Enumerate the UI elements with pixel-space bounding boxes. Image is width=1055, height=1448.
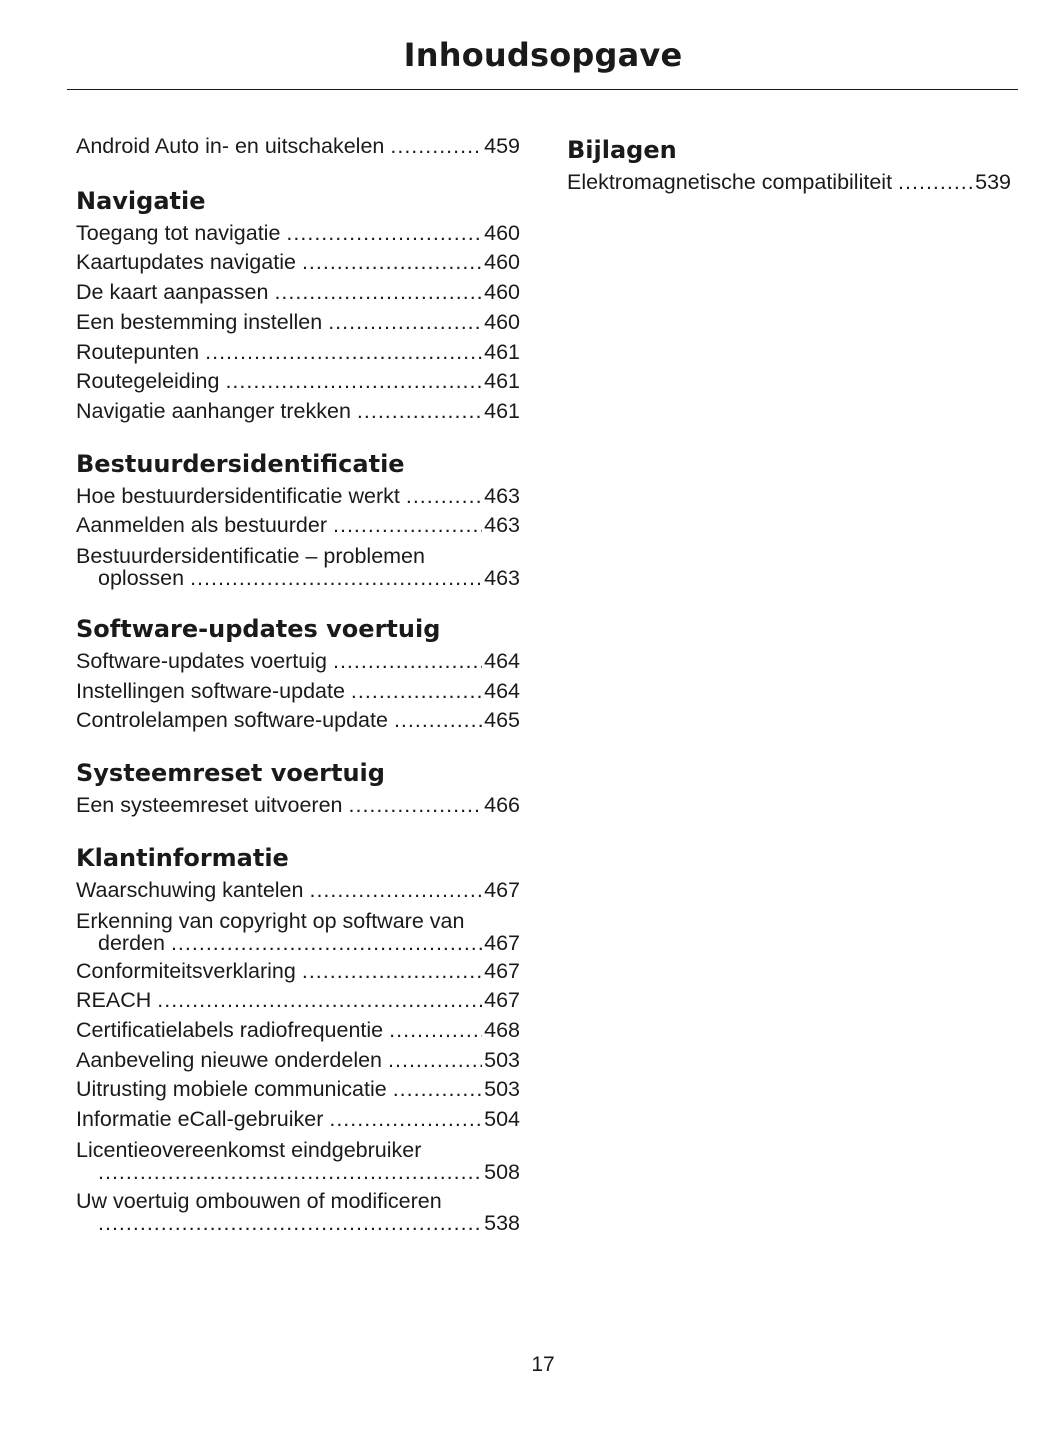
toc-entry[interactable] bbox=[76, 1186, 520, 1237]
toc-entry[interactable] bbox=[76, 1075, 520, 1105]
toc-entry-page: 503 bbox=[484, 1077, 520, 1102]
toc-entry-label: Waarschuwing kantelen bbox=[76, 877, 304, 902]
toc-entry[interactable] bbox=[76, 397, 520, 427]
toc-entry[interactable] bbox=[76, 677, 520, 707]
toc-entry-page: 538 bbox=[484, 1210, 520, 1235]
toc-entry-page: 459 bbox=[484, 134, 520, 158]
toc-entry-label: Conformiteitsverklaring bbox=[76, 958, 296, 983]
toc-entry-label: Elektromagnetische compatibiliteit bbox=[567, 170, 893, 194]
toc-entry-label: Uw voertuig ombouwen of modificeren bbox=[76, 1188, 442, 1213]
toc-entry[interactable] bbox=[567, 168, 1011, 198]
toc-entry-page: 463 bbox=[484, 566, 520, 591]
toc-entry[interactable] bbox=[76, 367, 520, 397]
toc-entry-page: 460 bbox=[484, 280, 520, 305]
toc-entry[interactable] bbox=[76, 791, 520, 821]
dot-leader bbox=[302, 248, 482, 278]
dot-leader bbox=[393, 1075, 482, 1105]
toc-entry-label: Informatie eCall-gebruiker bbox=[76, 1107, 324, 1132]
dot-leader bbox=[349, 791, 483, 821]
toc-entry[interactable] bbox=[76, 219, 520, 249]
toc-entry[interactable] bbox=[76, 511, 520, 541]
toc-entry-page: 503 bbox=[484, 1047, 520, 1072]
toc-entry-page: 461 bbox=[484, 339, 520, 364]
dot-leader bbox=[302, 957, 482, 987]
toc-entry-label: Een bestemming instellen bbox=[76, 309, 323, 334]
dot-leader bbox=[329, 1105, 482, 1135]
toc-entry-page: 467 bbox=[484, 877, 520, 902]
toc-entry[interactable] bbox=[76, 986, 520, 1016]
toc-entry[interactable] bbox=[76, 1135, 520, 1186]
section-heading: Bijlagen bbox=[567, 136, 677, 164]
toc-entry-label: Erkenning van copyright op software van bbox=[76, 908, 465, 933]
toc-entry-label: Certificatielabels radiofrequentie bbox=[76, 1017, 384, 1042]
toc-entry-page: 504 bbox=[484, 1107, 520, 1132]
page-number: 17 bbox=[531, 1353, 555, 1376]
toc-entry-label-continued: derden bbox=[98, 930, 165, 955]
dot-leader bbox=[898, 168, 973, 198]
toc-entry[interactable] bbox=[76, 541, 520, 592]
toc-entry-label: Navigatie aanhanger trekken bbox=[76, 398, 351, 423]
toc-entry[interactable] bbox=[76, 132, 520, 162]
toc-entry-label: Kaartupdates navigatie bbox=[76, 250, 296, 275]
toc-entry-page: 508 bbox=[484, 1159, 520, 1184]
toc-entry-page: 460 bbox=[484, 220, 520, 245]
toc-entry[interactable] bbox=[76, 957, 520, 987]
toc-entry[interactable] bbox=[76, 876, 520, 906]
toc-entry-label: Bestuurdersidentificatie – problemen bbox=[76, 544, 425, 569]
toc-section bbox=[76, 755, 520, 821]
dot-leader bbox=[351, 677, 482, 707]
toc-section bbox=[76, 446, 520, 592]
toc-entry-page: 467 bbox=[484, 930, 520, 955]
toc-right-column bbox=[567, 132, 1011, 217]
toc-entry-label: De kaart aanpassen bbox=[76, 280, 269, 305]
toc-entry-label: Toegang tot navigatie bbox=[76, 220, 281, 245]
toc-entry-page: 464 bbox=[484, 678, 520, 703]
toc-entry[interactable] bbox=[76, 647, 520, 677]
dot-leader bbox=[190, 567, 482, 589]
toc-entry-page: 468 bbox=[484, 1017, 520, 1042]
toc-entry[interactable] bbox=[76, 248, 520, 278]
toc-entry[interactable] bbox=[76, 1046, 520, 1076]
toc-entry-page: 467 bbox=[484, 988, 520, 1013]
section-heading: Systeemreset voertuig bbox=[76, 759, 385, 788]
dot-leader bbox=[357, 397, 482, 427]
toc-entry[interactable] bbox=[76, 1105, 520, 1135]
toc-entry-label: Software-updates voertuig bbox=[76, 649, 327, 674]
dot-leader bbox=[388, 1046, 482, 1076]
toc-entry-label: REACH bbox=[76, 988, 152, 1013]
dot-leader bbox=[171, 932, 482, 954]
toc-entry-label: Instellingen software-update bbox=[76, 678, 345, 703]
section-heading: Bestuurdersidentificatie bbox=[76, 449, 405, 478]
toc-entry-page: 464 bbox=[484, 649, 520, 674]
dot-leader bbox=[205, 338, 482, 368]
toc-entry-label: Aanbeveling nieuwe onderdelen bbox=[76, 1047, 383, 1072]
toc-left-column bbox=[76, 132, 520, 1256]
toc-entry-label-continued: oplossen bbox=[98, 566, 185, 591]
dot-leader bbox=[98, 1212, 482, 1234]
dot-leader bbox=[406, 482, 482, 512]
toc-section bbox=[76, 840, 520, 1237]
toc-entry-page: 466 bbox=[484, 793, 520, 818]
title-divider bbox=[67, 89, 1018, 90]
toc-entry-label: Uitrusting mobiele communicatie bbox=[76, 1077, 387, 1102]
toc-entry[interactable] bbox=[76, 338, 520, 368]
toc-entry-page: 460 bbox=[484, 250, 520, 275]
dot-leader bbox=[390, 132, 482, 162]
dot-leader bbox=[333, 647, 482, 677]
toc-entry-label: Aanmelden als bestuurder bbox=[76, 513, 327, 538]
toc-entry[interactable] bbox=[76, 906, 520, 957]
toc-entry-page: 467 bbox=[484, 958, 520, 983]
toc-entry[interactable] bbox=[76, 706, 520, 736]
toc-section bbox=[76, 611, 520, 736]
toc-section bbox=[76, 183, 520, 427]
dot-leader bbox=[333, 511, 482, 541]
dot-leader bbox=[157, 986, 482, 1016]
toc-section bbox=[567, 132, 1011, 198]
dot-leader bbox=[286, 219, 482, 249]
page-title: Inhoudsopgave bbox=[403, 36, 683, 74]
section-heading: Klantinformatie bbox=[76, 843, 289, 872]
section-heading: Software-updates voertuig bbox=[76, 615, 441, 644]
toc-entry-page: 460 bbox=[484, 309, 520, 334]
toc-entry-page: 461 bbox=[484, 369, 520, 394]
toc-entry-page: 461 bbox=[484, 398, 520, 423]
toc-entry-page: 465 bbox=[484, 708, 520, 733]
toc-entry-label: Routegeleiding bbox=[76, 369, 220, 394]
dot-leader bbox=[309, 876, 482, 906]
toc-entry-page: 463 bbox=[484, 513, 520, 538]
toc-entry-label: Android Auto in- en uitschakelen bbox=[76, 134, 385, 158]
toc-entry[interactable] bbox=[76, 278, 520, 308]
dot-leader bbox=[274, 278, 482, 308]
dot-leader bbox=[328, 308, 482, 338]
toc-entry[interactable] bbox=[76, 308, 520, 338]
dot-leader bbox=[394, 706, 482, 736]
toc-entry-label: Een systeemreset uitvoeren bbox=[76, 793, 343, 818]
toc-entry-label: Controlelampen software-update bbox=[76, 708, 388, 733]
dot-leader bbox=[98, 1161, 482, 1183]
toc-entry[interactable] bbox=[76, 482, 520, 512]
toc-entry[interactable] bbox=[76, 1016, 520, 1046]
dot-leader bbox=[225, 367, 482, 397]
toc-entry-label: Hoe bestuurdersidentificatie werkt bbox=[76, 483, 400, 508]
toc-entry-page: 463 bbox=[484, 483, 520, 508]
dot-leader bbox=[389, 1016, 482, 1046]
toc-entry-label: Routepunten bbox=[76, 339, 200, 364]
toc-entry-label: Licentieovereenkomst eindgebruiker bbox=[76, 1137, 422, 1162]
section-heading: Navigatie bbox=[76, 186, 206, 215]
toc-entry-page: 539 bbox=[975, 170, 1011, 194]
